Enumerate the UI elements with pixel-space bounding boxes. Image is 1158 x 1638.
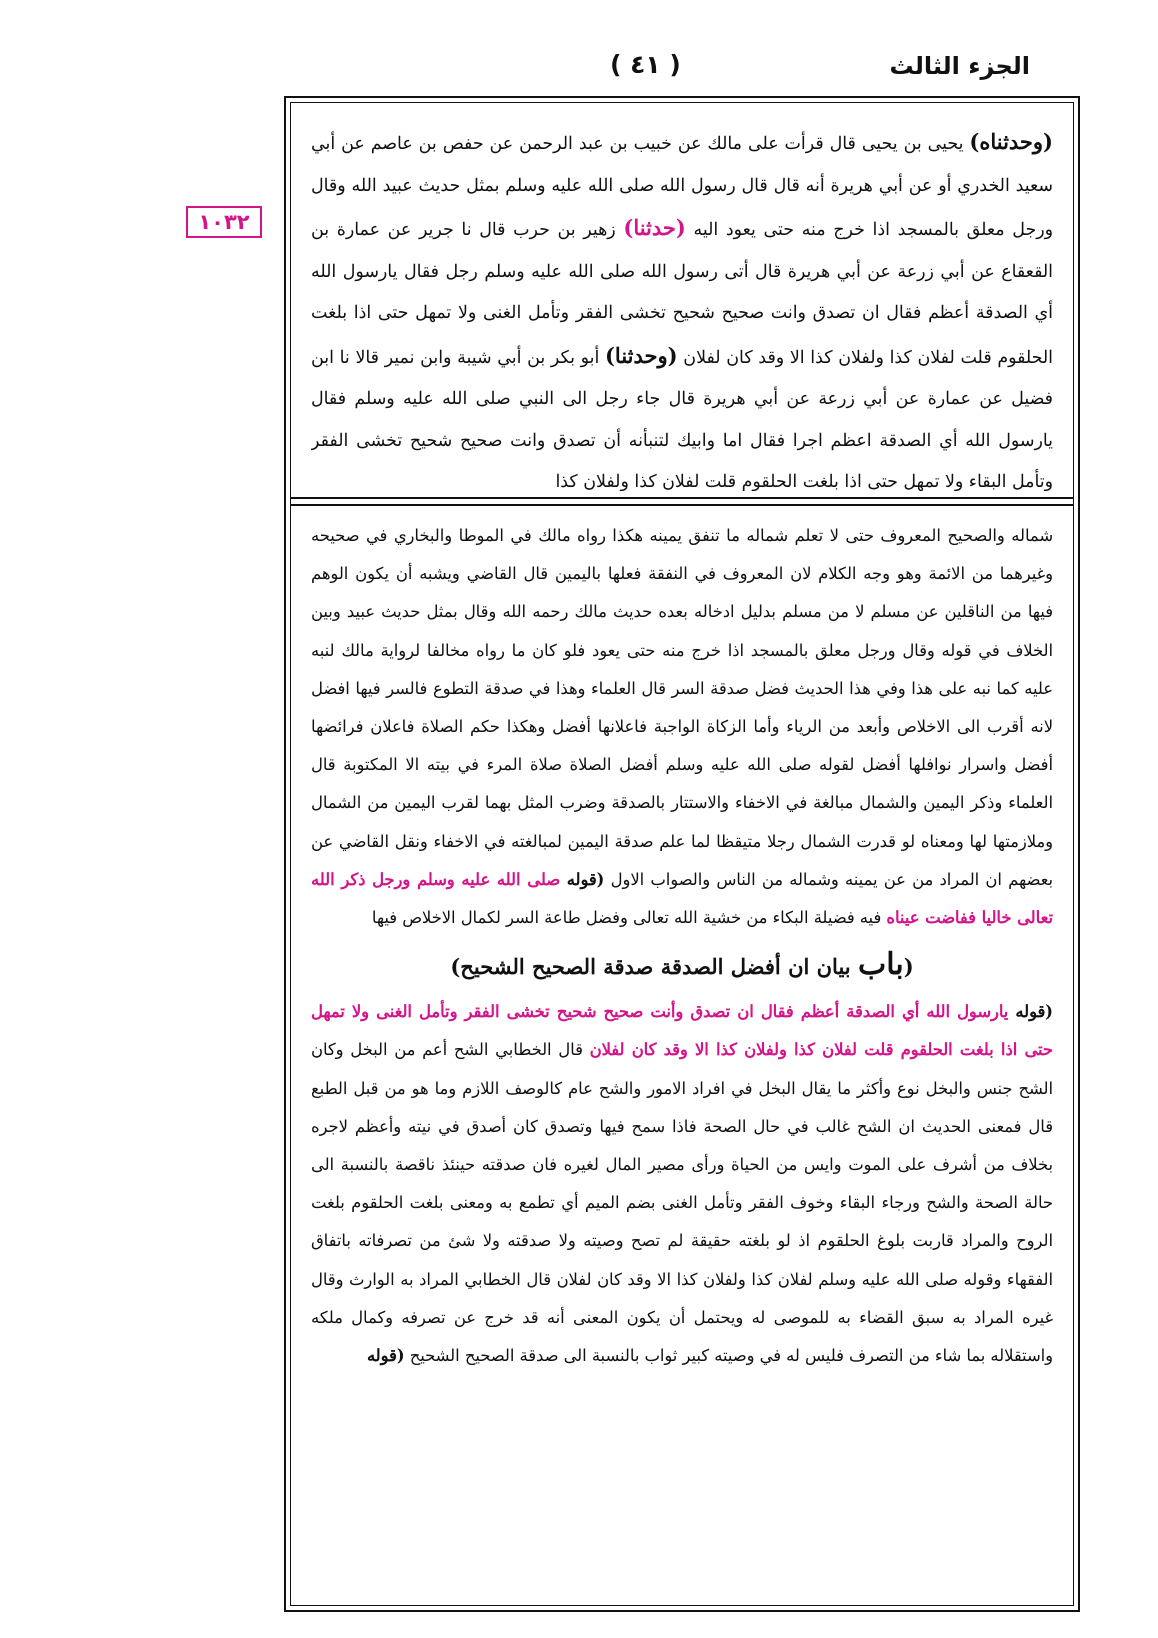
narration-marker: (حدثنا) bbox=[623, 215, 686, 240]
volume-title: الجزء الثالث bbox=[889, 52, 1030, 80]
hadith-number-box: ١٠٣٢ bbox=[186, 206, 262, 238]
narration-marker: (وحدثنا) bbox=[605, 342, 678, 368]
commentary-text: قال الخطابي الشح أعم من البخل وكان الشح جنس والبخل نوع وأكثر ما يقال البخل في افراد الامور والشح عام كالوصف اللازم وما هو من قبل الطبع قال فمعنى الحديث ان الشح غالب في حال الصحة فاذا سمح فيها وتصدق كان أصدق في نيته وأعظم لاجره بخلاف من أشرف على الموت وايس من الحياة ورأى مصير المال لغيره فان صدقته حينئذ ناقصة بالنسبة الى حالة الصحة والشح ورجاء البقاء وخوف الفقر وتأمل الغنى بضم الميم أي تطمع به ومعنى بلغت الحلقوم بلغت الروح والمراد قاربت بلوغ الحلقوم اذ لو بلغته حقيقة لم تصح وصيته ولا صدقته ولا شئ من تصرفاته باتفاق الفقهاء وقوله صلى الله عليه وسلم لفلان كذا ولفلان كذا الا وقد كان لفلان قال الخطابي المراد به الوارث وقال غيره المراد به سبق القضاء به للموصى له ويحتمل أن يكون المعنى أنه قد خرج عن تصرفه وكمال ملكه واستقلاله بما شاء من التصرف فليس له في وصيته كبير ثواب بالنسبة الى صدقة الصحيح الشحيح bbox=[311, 1040, 1053, 1366]
section-divider bbox=[291, 497, 1073, 506]
chapter-title: بيان ان أفضل الصدقة صدقة الصحيح الشحيح bbox=[460, 954, 858, 980]
hadith-text bbox=[311, 121, 1053, 491]
commentary-paragraph bbox=[311, 517, 1053, 937]
quote-marker: (قوله bbox=[566, 869, 605, 889]
page-number: ( ٤١ ) bbox=[610, 50, 681, 79]
quote-marker: (قوله bbox=[366, 1346, 405, 1366]
running-head bbox=[280, 48, 1080, 88]
chapter-bracket: ( bbox=[903, 954, 914, 980]
quoted-phrase: صلى الله عليه وسلم ورجل ذكر الله تعالى خاليا ففاضت عيناه bbox=[311, 869, 1053, 928]
commentary-paragraph bbox=[311, 993, 1053, 1375]
hadith-segment: يحيى بن يحيى قال قرأت على مالك عن خبيب بن عبد الرحمن عن حفص بن عاصم عن أبي سعيد الخدري أو عن أبي هريرة أنه قال قال رسول الله صلى الله عليه وسلم بمثل حديث عبيد الله وقال ورجل معلق بالمسجد اذا خرج منه حتى يعود اليه bbox=[311, 134, 1053, 240]
chapter-heading bbox=[311, 943, 1053, 989]
chapter-bracket: ) bbox=[450, 954, 461, 980]
page-frame-inner bbox=[290, 102, 1074, 1606]
quoted-phrase: يارسول الله أي الصدقة أعظم فقال ان تصدق وأنت صحيح شحيح تخشى الفقر وتأمل الغنى ولا تمهل حتى اذا بلغت الحلقوم قلت لفلان كذا ولفلان كذا الا وقد كان لفلان bbox=[311, 1002, 1053, 1060]
narration-marker: (وحدثناه) bbox=[969, 129, 1053, 154]
commentary-text: شماله والصحيح المعروف حتى لا تعلم شماله ما تنفق يمينه هكذا رواه مالك في الموطا والبخاري في صحيحه وغيرهما من الائمة وهو وجه الكلام لان المعروف في النفقة فعلها باليمين قال القاضي ويشبه أن يكون الوهم فيها من الناقلين عن مسلم لا من مسلم بدليل ادخاله بعده حديث مالك رحمه الله وقال بمثل حديث عبيد وبين الخلاف في قوله وقال ورجل معلق بالمسجد اذا خرج منه حتى يعود فلو كان ما رواه مخالفا لرواية مالك لنبه عليه كما نبه على هذا وفي هذا الحديث فضل صدقة السر قال العلماء وهذا في صدقة التطوع فالسر فيها افضل لانه أقرب الى الاخلاص وأبعد من الرياء وأما الزكاة الواجبة فاعلانها أفضل وهكذا حكم الصلاة فاعلان فرائضها أفضل واسرار نوافلها أفضل لقوله صلى الله عليه وسلم أفضل الصلاة صلاة المرء في بيته الا المكتوبة قال العلماء وذكر اليمين والشمال مبالغة في الاخفاء والاستتار بالصدقة وضرب المثل بهما لقرب اليمين من الشمال وملازمتها لها ومعناه لو قدرت الشمال رجلا متيقظا لما علم صدقة اليمين لمبالغته في الاخفاء ونقل القاضي عن بعضهم ان المراد من عن يمينه وشماله من الناس والصواب الاول bbox=[311, 526, 1053, 889]
hadith-segment: أبو بكر بن أبي شيبة وابن نمير قالا نا ابن فضيل عن عمارة عن أبي زرعة عن أبي هريرة قال جاء رجل الى النبي صلى الله عليه وسلم فقال يارسول الله أي الصدقة اعظم اجرا فقال اما وابيك لتنبأنه أن تصدق وانت صحيح شحيح تخشى الفقر وتأمل البقاء ولا تمهل حتى اذا بلغت الحلقوم قلت لفلان كذا ولفلان كذا bbox=[311, 347, 1053, 491]
quote-marker: (قوله bbox=[1015, 1002, 1053, 1022]
commentary-text: فيه فضيلة البكاء من خشية الله تعالى وفضل طاعة السر لكمال الاخلاص فيها bbox=[371, 908, 887, 928]
commentary bbox=[311, 517, 1053, 1597]
chapter-word: باب bbox=[857, 947, 904, 983]
hadith-segment: زهير بن حرب قال نا جرير عن عمارة بن القعقاع عن أبي زرعة عن أبي هريرة قال أتى رسول الله صلى الله عليه وسلم رجل فقال يارسول الله أي الصدقة أعظم فقال ان تصدق وانت صحيح شحيح تخشى الفقر وتأمل الغنى ولا تمهل حتى اذا بلغت الحلقوم قلت لفلان كذا ولفلان كذا الا وقد كان لفلان bbox=[311, 220, 1053, 368]
page-frame bbox=[284, 96, 1080, 1612]
